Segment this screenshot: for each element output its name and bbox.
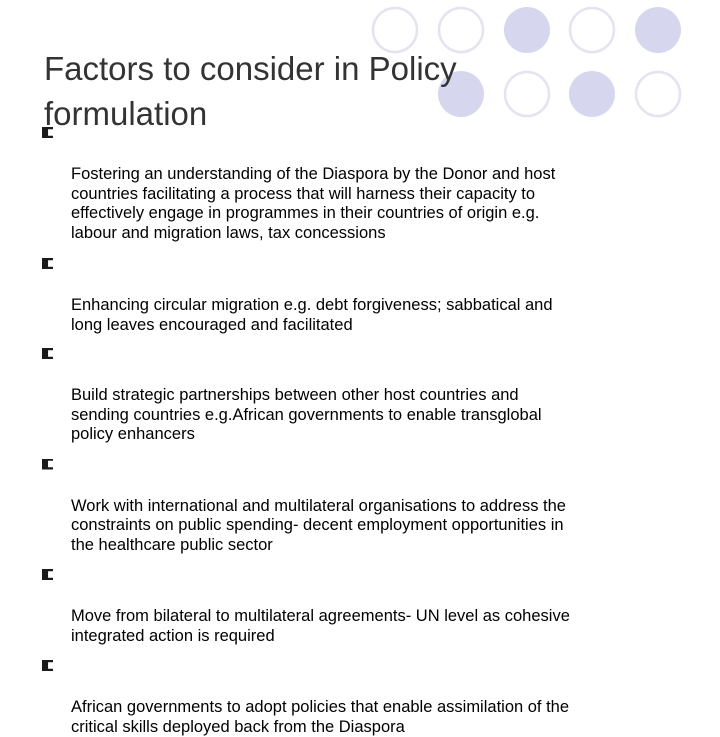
bullet-item	[42, 126, 682, 243]
bullet-text: Enhancing circular migration e.g. debt forgiveness; sabbatical and long leaves encouraged and facilitated	[71, 296, 553, 334]
bullet-item	[42, 257, 682, 335]
bullet-list	[42, 126, 682, 737]
square-bullet-icon	[42, 459, 53, 470]
square-bullet-icon	[42, 258, 53, 269]
bullet-item	[42, 347, 682, 445]
square-bullet-icon	[42, 660, 53, 671]
bullet-text: Build strategic partnerships between other host countries and sending countries e.g.African governments to enable transglobal policy enhancers	[71, 386, 542, 443]
bullet-text: Move from bilateral to multilateral agreements- UN level as cohesive integrated action is required	[71, 607, 570, 645]
circle-ring	[636, 72, 680, 116]
bullet-item	[42, 659, 682, 737]
circle-filled	[569, 71, 615, 117]
circle-ring	[570, 8, 614, 52]
square-bullet-icon	[42, 569, 53, 580]
bullet-text: African governments to adopt policies that enable assimilation of the critical skills deployed back from the Diaspora	[71, 698, 570, 736]
bullet-item	[42, 568, 682, 646]
bullet-text: Fostering an understanding of the Diaspora by the Donor and host countries facilitating a process that will harness their capacity to effectively engage in programmes in their countries of origin e.g. labour and migration laws, tax concessions	[71, 165, 556, 242]
bullet-text: Work with international and multilateral organisations to address the constraints on public spending- decent employment opportunities in the healthcare public sector	[71, 496, 566, 554]
square-bullet-icon	[42, 348, 53, 359]
square-bullet-icon	[42, 127, 53, 138]
circle-filled	[635, 7, 681, 53]
slide-title: Factors to consider in Policy formulation	[44, 50, 457, 133]
bullet-item	[42, 458, 682, 556]
